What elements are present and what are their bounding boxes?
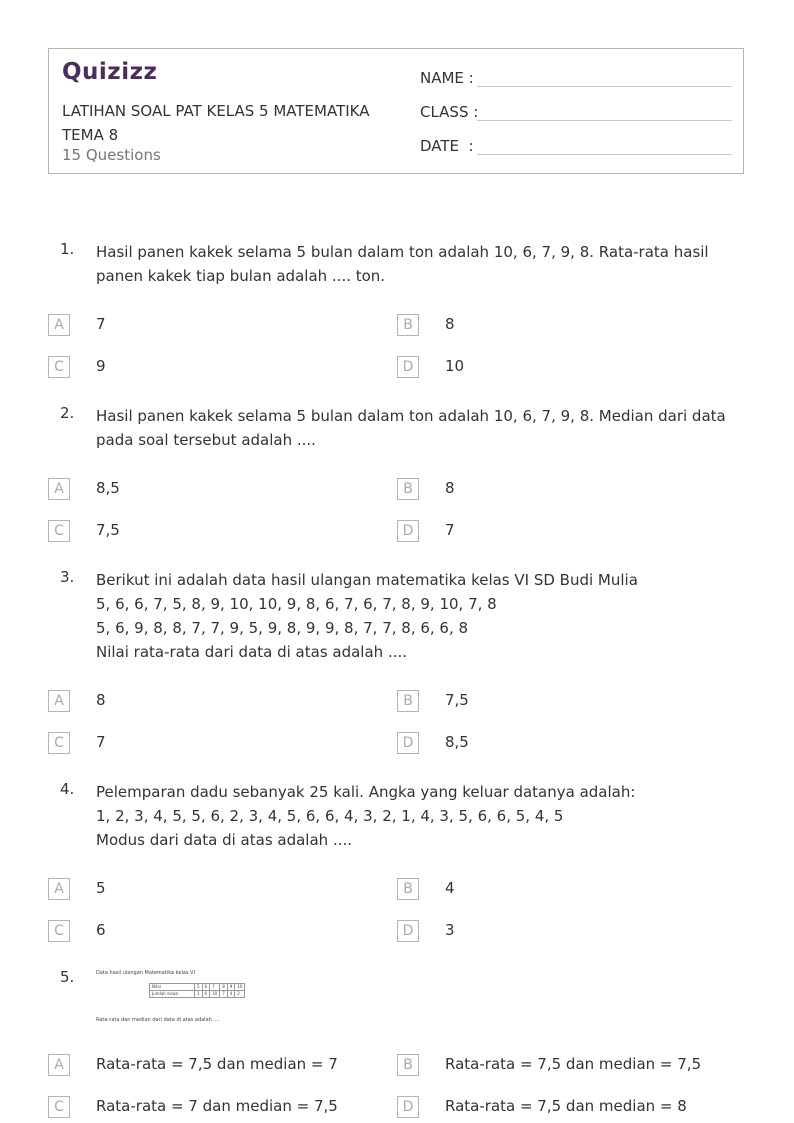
option-letter-box: C	[48, 920, 70, 942]
option-letter-box: A	[48, 690, 70, 712]
class-label: CLASS :	[420, 103, 479, 121]
option-text: 9	[96, 357, 106, 375]
table-cell: 7	[220, 991, 228, 998]
option-text: 8,5	[96, 479, 120, 497]
option-letter-box: B	[397, 1054, 419, 1076]
option-text: 7	[96, 315, 106, 333]
option-letter-box: D	[397, 732, 419, 754]
name-label: NAME :	[420, 69, 474, 87]
option-text: 8	[96, 691, 106, 709]
table-cell: Nilai	[150, 984, 195, 991]
option-text: 7,5	[445, 691, 469, 709]
data-table	[149, 983, 245, 998]
table-cell: 6	[202, 984, 210, 991]
question-number: 5.	[60, 968, 75, 986]
option-text: 7,5	[96, 521, 120, 539]
option-text: 4	[445, 879, 455, 897]
question-text: Pelemparan dadu sebanyak 25 kali. Angka yang keluar datanya adalah: 1, 2, 3, 4, 5, 5, 6, 2, 3, 4, 5, 6, 6, 4, 3, 2, 1, 4, 3, 5, 6, 6, 5, 4, 5 Modus dari data di atas adalah ....	[96, 783, 636, 849]
option-letter-box: D	[397, 356, 419, 378]
option-letter-box: D	[397, 520, 419, 542]
date-field[interactable]	[420, 137, 474, 155]
table-row	[150, 984, 245, 991]
date-label: DATE :	[420, 137, 474, 155]
class-field[interactable]	[420, 103, 478, 121]
table-cell: 6	[202, 991, 210, 998]
question-number: 4.	[60, 780, 75, 798]
option-letter-box: D	[397, 1096, 419, 1118]
option-text: 6	[96, 921, 106, 939]
date-line[interactable]	[477, 154, 732, 155]
option-letter-box: C	[48, 520, 70, 542]
image-caption-top: Data hasil ulangan Matematika kelas VI	[96, 970, 196, 976]
option-letter-box: A	[48, 478, 70, 500]
table-cell: 2	[235, 991, 245, 998]
quizizz-logo: Quizizz	[62, 59, 158, 85]
option-text: 7	[445, 521, 455, 539]
question-number: 3.	[60, 568, 75, 586]
question-text: Hasil panen kakek selama 5 bulan dalam ton adalah 10, 6, 7, 9, 8. Rata-rata hasil panen kakek tiap bulan adalah .... ton.	[96, 243, 709, 285]
table-row	[150, 991, 245, 998]
table-cell: 1	[195, 991, 203, 998]
table-cell: 5	[195, 984, 203, 991]
option-text: Rata-rata = 7,5 dan median = 7	[96, 1055, 338, 1073]
table-cell: Jumlah siswa	[150, 991, 195, 998]
option-text: 10	[445, 357, 465, 375]
option-letter-box: A	[48, 1054, 70, 1076]
table-cell: 8	[220, 984, 228, 991]
question-image	[96, 970, 256, 1028]
name-line[interactable]	[477, 86, 732, 87]
option-text: Rata-rata = 7,5 dan median = 7,5	[445, 1055, 702, 1073]
option-text: 5	[96, 879, 106, 897]
table-cell: 10	[210, 991, 220, 998]
table-cell: 10	[235, 984, 245, 991]
name-field[interactable]	[420, 69, 474, 87]
question-number: 1.	[60, 240, 75, 258]
option-letter-box: B	[397, 478, 419, 500]
option-letter-box: B	[397, 314, 419, 336]
option-text: 8,5	[445, 733, 469, 751]
table-cell: 4	[227, 991, 235, 998]
option-letter-box: D	[397, 920, 419, 942]
question-count: 15 Questions	[62, 146, 161, 164]
question-text: Hasil panen kakek selama 5 bulan dalam ton adalah 10, 6, 7, 9, 8. Median dari data pada soal tersebut adalah ....	[96, 407, 726, 449]
worksheet-header	[48, 48, 744, 174]
question-number: 2.	[60, 404, 75, 422]
image-caption-bottom: Rata-rata dan median dari data di atas adalah ....	[96, 1017, 220, 1023]
option-text: 7	[96, 733, 106, 751]
worksheet-title: LATIHAN SOAL PAT KELAS 5 MATEMATIKA TEMA 8	[62, 102, 370, 144]
option-letter-box: B	[397, 878, 419, 900]
option-text: Rata-rata = 7 dan median = 7,5	[96, 1097, 338, 1115]
option-text: 8	[445, 479, 455, 497]
class-line[interactable]	[477, 120, 732, 121]
option-letter-box: B	[397, 690, 419, 712]
option-letter-box: C	[48, 356, 70, 378]
option-text: 3	[445, 921, 455, 939]
option-letter-box: C	[48, 732, 70, 754]
table-cell: 7	[210, 984, 220, 991]
question-text: Berikut ini adalah data hasil ulangan matematika kelas VI SD Budi Mulia 5, 6, 6, 7, 5, 8, 9, 10, 10, 9, 8, 6, 7, 6, 7, 8, 9, 10, 7, 8 5, 6, 9, 8, 8, 7, 7, 9, 5, 9, 8, 9, 9, 8, 7, 7, 8, 6, 6, 8 Nilai rata-rata dari data di atas adalah ....	[96, 571, 638, 661]
option-text: Rata-rata = 7,5 dan median = 8	[445, 1097, 687, 1115]
option-letter-box: C	[48, 1096, 70, 1118]
option-text: 8	[445, 315, 455, 333]
option-letter-box: A	[48, 878, 70, 900]
option-letter-box: A	[48, 314, 70, 336]
table-cell: 9	[227, 984, 235, 991]
